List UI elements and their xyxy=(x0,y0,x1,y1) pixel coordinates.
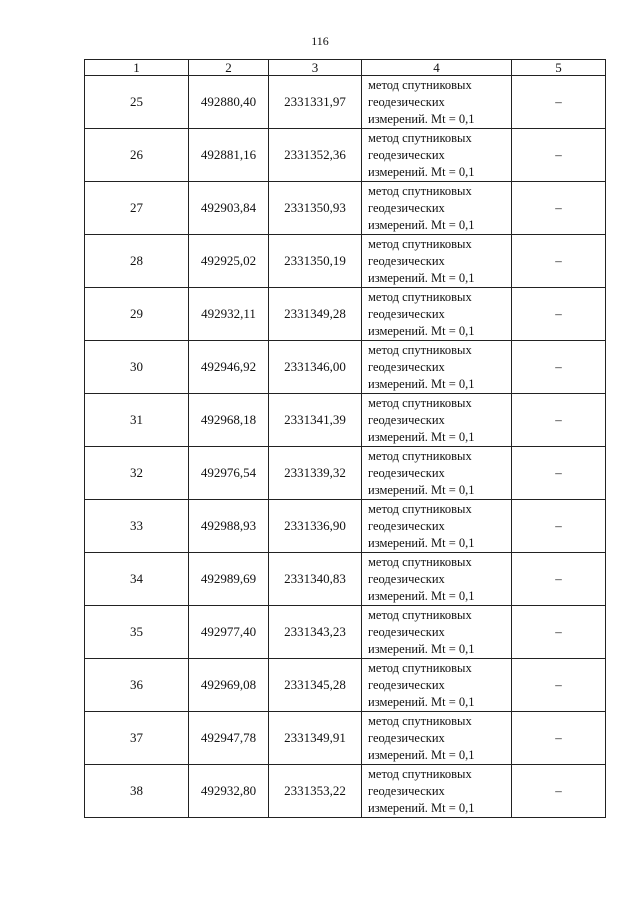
point-number-cell: 28 xyxy=(85,235,189,288)
x-coordinate-cell: 492989,69 xyxy=(189,553,269,606)
y-coordinate-cell: 2331331,97 xyxy=(269,76,362,129)
method-line: метод спутниковых xyxy=(368,130,472,145)
method-cell xyxy=(362,76,512,129)
x-coordinate-cell: 492969,08 xyxy=(189,659,269,712)
x-coordinate-cell: 492968,18 xyxy=(189,394,269,447)
x-coordinate-cell: 492932,80 xyxy=(189,765,269,818)
column-header-5: 5 xyxy=(512,60,606,76)
method-line: метод спутниковых xyxy=(368,766,472,781)
method-line: метод спутниковых xyxy=(368,501,472,516)
method-cell xyxy=(362,394,512,447)
method-line: геодезических xyxy=(368,783,445,798)
method-line: измерений. Mt = 0,1 xyxy=(368,164,475,179)
page-number: 116 xyxy=(311,34,329,48)
table-row xyxy=(85,129,606,182)
note-cell: – xyxy=(512,606,606,659)
method-cell xyxy=(362,765,512,818)
method-line: геодезических xyxy=(368,253,445,268)
method-line: геодезических xyxy=(368,465,445,480)
method-line: геодезических xyxy=(368,306,445,321)
y-coordinate-cell: 2331345,28 xyxy=(269,659,362,712)
point-number-cell: 32 xyxy=(85,447,189,500)
x-coordinate-cell: 492932,11 xyxy=(189,288,269,341)
method-line: геодезических xyxy=(368,624,445,639)
method-line: измерений. Mt = 0,1 xyxy=(368,694,475,709)
table-row xyxy=(85,606,606,659)
method-line: метод спутниковых xyxy=(368,342,472,357)
table-header-row xyxy=(85,60,606,76)
method-line: измерений. Mt = 0,1 xyxy=(368,323,475,338)
x-coordinate-cell: 492947,78 xyxy=(189,712,269,765)
note-cell: – xyxy=(512,341,606,394)
method-line: метод спутниковых xyxy=(368,289,472,304)
x-coordinate-cell: 492881,16 xyxy=(189,129,269,182)
y-coordinate-cell: 2331343,23 xyxy=(269,606,362,659)
note-cell: – xyxy=(512,447,606,500)
note-cell: – xyxy=(512,765,606,818)
y-coordinate-cell: 2331340,83 xyxy=(269,553,362,606)
table-row xyxy=(85,659,606,712)
note-cell: – xyxy=(512,500,606,553)
note-cell: – xyxy=(512,553,606,606)
method-cell xyxy=(362,341,512,394)
y-coordinate-cell: 2331349,28 xyxy=(269,288,362,341)
method-line: геодезических xyxy=(368,94,445,109)
note-cell: – xyxy=(512,712,606,765)
table-row xyxy=(85,235,606,288)
method-line: геодезических xyxy=(368,359,445,374)
point-number-cell: 34 xyxy=(85,553,189,606)
x-coordinate-cell: 492976,54 xyxy=(189,447,269,500)
method-cell xyxy=(362,129,512,182)
y-coordinate-cell: 2331353,22 xyxy=(269,765,362,818)
point-number-cell: 31 xyxy=(85,394,189,447)
method-line: измерений. Mt = 0,1 xyxy=(368,800,475,815)
method-cell xyxy=(362,659,512,712)
table-row xyxy=(85,182,606,235)
x-coordinate-cell: 492977,40 xyxy=(189,606,269,659)
method-line: измерений. Mt = 0,1 xyxy=(368,747,475,762)
point-number-cell: 36 xyxy=(85,659,189,712)
point-number-cell: 26 xyxy=(85,129,189,182)
point-number-cell: 35 xyxy=(85,606,189,659)
method-line: метод спутниковых xyxy=(368,713,472,728)
y-coordinate-cell: 2331350,93 xyxy=(269,182,362,235)
note-cell: – xyxy=(512,129,606,182)
method-line: измерений. Mt = 0,1 xyxy=(368,429,475,444)
table-row xyxy=(85,553,606,606)
method-cell xyxy=(362,182,512,235)
method-line: метод спутниковых xyxy=(368,554,472,569)
x-coordinate-cell: 492880,40 xyxy=(189,76,269,129)
method-line: геодезических xyxy=(368,730,445,745)
point-number-cell: 38 xyxy=(85,765,189,818)
method-line: измерений. Mt = 0,1 xyxy=(368,217,475,232)
note-cell: – xyxy=(512,394,606,447)
point-number-cell: 25 xyxy=(85,76,189,129)
method-line: метод спутниковых xyxy=(368,77,472,92)
method-line: измерений. Mt = 0,1 xyxy=(368,376,475,391)
method-line: измерений. Mt = 0,1 xyxy=(368,482,475,497)
y-coordinate-cell: 2331341,39 xyxy=(269,394,362,447)
y-coordinate-cell: 2331346,00 xyxy=(269,341,362,394)
x-coordinate-cell: 492925,02 xyxy=(189,235,269,288)
method-line: геодезических xyxy=(368,200,445,215)
method-cell xyxy=(362,235,512,288)
method-line: геодезических xyxy=(368,677,445,692)
method-line: измерений. Mt = 0,1 xyxy=(368,641,475,656)
method-cell xyxy=(362,553,512,606)
x-coordinate-cell: 492988,93 xyxy=(189,500,269,553)
method-line: метод спутниковых xyxy=(368,607,472,622)
method-line: измерений. Mt = 0,1 xyxy=(368,270,475,285)
x-coordinate-cell: 492946,92 xyxy=(189,341,269,394)
coordinates-table xyxy=(84,59,606,818)
column-header-2: 2 xyxy=(189,60,269,76)
point-number-cell: 29 xyxy=(85,288,189,341)
column-header-1: 1 xyxy=(85,60,189,76)
y-coordinate-cell: 2331350,19 xyxy=(269,235,362,288)
table-row xyxy=(85,288,606,341)
note-cell: – xyxy=(512,76,606,129)
method-cell xyxy=(362,712,512,765)
column-header-3: 3 xyxy=(269,60,362,76)
method-line: геодезических xyxy=(368,518,445,533)
table-row xyxy=(85,76,606,129)
point-number-cell: 27 xyxy=(85,182,189,235)
point-number-cell: 33 xyxy=(85,500,189,553)
note-cell: – xyxy=(512,288,606,341)
method-cell xyxy=(362,447,512,500)
method-line: метод спутниковых xyxy=(368,448,472,463)
method-line: метод спутниковых xyxy=(368,395,472,410)
method-line: измерений. Mt = 0,1 xyxy=(368,111,475,126)
table-row xyxy=(85,500,606,553)
column-header-4: 4 xyxy=(362,60,512,76)
method-cell xyxy=(362,500,512,553)
method-line: измерений. Mt = 0,1 xyxy=(368,535,475,550)
y-coordinate-cell: 2331339,32 xyxy=(269,447,362,500)
table-row xyxy=(85,765,606,818)
y-coordinate-cell: 2331349,91 xyxy=(269,712,362,765)
table-body xyxy=(85,76,606,818)
method-line: геодезических xyxy=(368,412,445,427)
method-line: метод спутниковых xyxy=(368,660,472,675)
note-cell: – xyxy=(512,182,606,235)
table-row xyxy=(85,394,606,447)
method-line: измерений. Mt = 0,1 xyxy=(368,588,475,603)
table-row xyxy=(85,447,606,500)
method-line: геодезических xyxy=(368,571,445,586)
method-line: метод спутниковых xyxy=(368,183,472,198)
method-cell xyxy=(362,606,512,659)
point-number-cell: 37 xyxy=(85,712,189,765)
point-number-cell: 30 xyxy=(85,341,189,394)
y-coordinate-cell: 2331352,36 xyxy=(269,129,362,182)
x-coordinate-cell: 492903,84 xyxy=(189,182,269,235)
note-cell: – xyxy=(512,235,606,288)
table-row xyxy=(85,341,606,394)
table-row xyxy=(85,712,606,765)
note-cell: – xyxy=(512,659,606,712)
method-cell xyxy=(362,288,512,341)
y-coordinate-cell: 2331336,90 xyxy=(269,500,362,553)
method-line: метод спутниковых xyxy=(368,236,472,251)
method-line: геодезических xyxy=(368,147,445,162)
